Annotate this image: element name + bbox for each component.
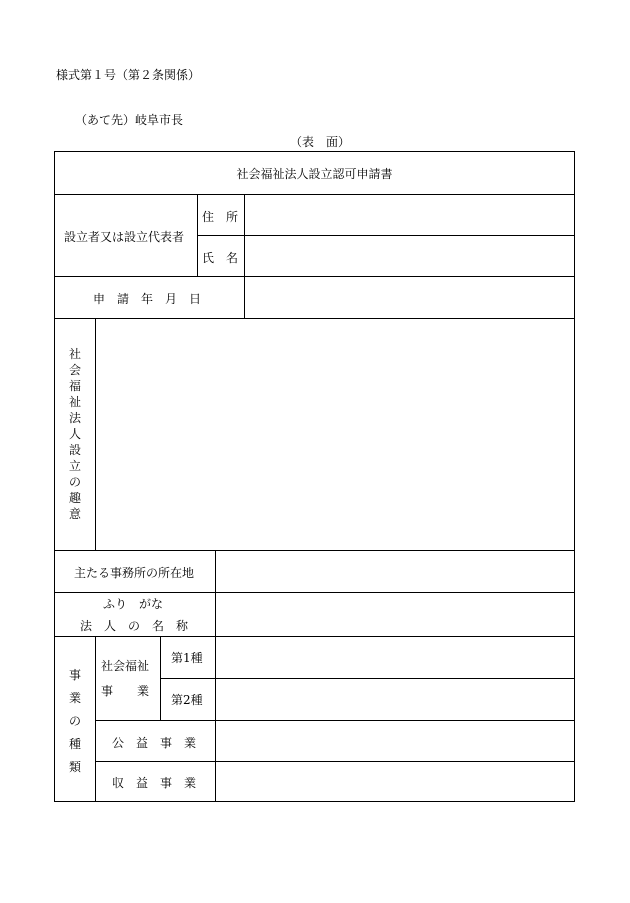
social-welfare-label-line2: 事 業 [101, 684, 150, 698]
col-divider [215, 636, 216, 801]
corporation-name-label: 法 人 の 名 称 [80, 619, 189, 633]
row-divider [55, 194, 574, 195]
row-divider [55, 592, 574, 593]
col-divider [197, 194, 198, 276]
row-divider [160, 678, 574, 679]
col-divider [244, 276, 245, 318]
type2-label: 第2種 [171, 693, 203, 707]
row-divider [95, 720, 574, 721]
address-label: 住 所 [202, 210, 239, 224]
col-divider [95, 636, 96, 801]
name-label: 氏 名 [202, 251, 239, 265]
side-label: （表 面） [290, 135, 351, 149]
type1-label: 第1種 [171, 651, 203, 665]
founder-label: 設立者又は設立代表者 [64, 230, 185, 244]
form-number: 様式第１号（第２条関係） [56, 68, 201, 82]
main-office-label: 主たる事務所の所在地 [74, 566, 195, 580]
row-divider [55, 276, 574, 277]
row-divider [55, 318, 574, 319]
col-divider [244, 194, 245, 276]
profit-business-label: 収 益 事 業 [112, 776, 197, 790]
col-divider [95, 318, 96, 550]
application-date-label: 申 請 年 月 日 [93, 292, 202, 306]
addressee: （あて先）岐阜市長 [75, 113, 184, 127]
form-heading: 社会福祉法人設立認可申請書 [236, 167, 393, 181]
public-interest-business-label: 公 益 事 業 [112, 736, 197, 750]
col-divider [160, 636, 161, 720]
business-types-label: 事 業 の 種 類 [68, 668, 81, 775]
purpose-label: 社 会 福 祉 法 人 設 立 の 趣 意 [68, 347, 81, 521]
furigana-label: ふり がな [103, 597, 164, 611]
row-divider [55, 550, 574, 551]
social-welfare-label: 社会福祉 [101, 659, 150, 673]
row-divider [197, 235, 574, 236]
col-divider [215, 550, 216, 636]
row-divider [95, 761, 574, 762]
row-divider [55, 636, 574, 637]
application-form-table [54, 151, 575, 802]
